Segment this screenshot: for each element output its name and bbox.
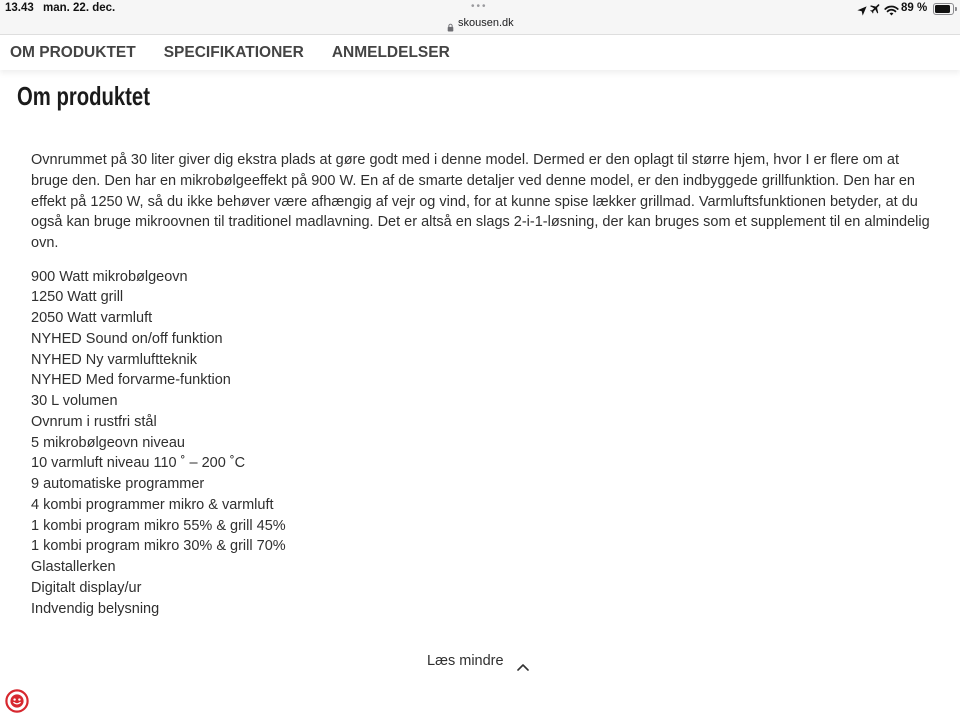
battery-fill [935,5,950,13]
description-line: Ovnrummet på 30 liter giver dig ekstra plads at gøre godt med i denne model. Dermed er den oplagt til større hjem, hvor I er flere om at [31,152,899,168]
multitasking-dots[interactable]: ••• [471,1,488,12]
description-line: effekt på 1250 W, så du ikke behøver være afhængig af vejr og vind, for at kunne spise lækker grillmad. Varmluftsfunktionen betyder, at du [31,193,918,210]
product-description [31,150,930,254]
status-bar [0,0,960,35]
status-time: 13.43 [5,2,34,14]
feature-item: 900 Watt mikrobølgeovn [31,268,188,285]
feature-item: Glastallerken [31,559,116,575]
description-line: også kan bruge mikroovnen til traditionel madlavning. Det er altså en slags 2-i-1-løsning, der kan bruges som et supplement til en almindelig [31,214,930,231]
wifi-icon [884,3,899,14]
description-line: bruge den. Den har en mikrobølgeeffekt på 900 W. En af de smarte detaljer ved denne model, er den indbyggede grillfunktion. Den har en [31,172,915,189]
status-date: man. 22. dec. [43,2,116,14]
read-less-label: Læs mindre [427,653,504,669]
url-text: skousen.dk [458,17,514,29]
battery-nub [955,7,957,11]
tab-specifikationer[interactable]: SPECIFIKATIONER [163,43,304,61]
feature-item: Ovnrum i rustfri stål [31,413,157,430]
product-tabs [0,35,960,70]
feature-item: NYHED Ny varmluftteknik [31,351,197,368]
chevron-up-icon [517,657,529,665]
feature-item: 5 mikrobølgeovn niveau [31,434,185,451]
battery-icon [933,3,957,14]
description-line: ovn. [31,235,59,251]
feature-item: 1 kombi program mikro 55% & grill 45% [31,517,286,534]
read-less-button[interactable] [427,651,529,671]
feature-item: Indvendig belysning [31,600,160,617]
feature-item: 4 kombi programmer mikro & varmluft [31,496,274,513]
lock-icon [447,19,454,28]
feature-item: 30 L volumen [31,393,118,409]
feature-item: 9 automatiske programmer [31,476,205,492]
tab-om-produktet[interactable]: OM PRODUKTET [10,43,136,61]
feature-item: Digitalt display/ur [31,579,142,596]
battery-percent: 89 % [901,2,928,14]
feature-item: 2050 Watt varmluft [31,310,153,326]
feature-item: NYHED Sound on/off funktion [31,330,223,347]
feature-item: 1250 Watt grill [31,289,124,306]
tab-anmeldelser[interactable]: ANMELDELSER [331,43,450,61]
section-title: Om produktet [17,81,150,111]
cookie-consent-icon[interactable] [5,689,29,713]
feature-item: 1 kombi program mikro 30% & grill 70% [31,538,286,555]
feature-item: NYHED Med forvarme-funktion [31,372,231,389]
location-arrow-icon [857,3,867,13]
feature-item: 10 varmluft niveau 110 ˚ – 200 ˚C [31,455,246,472]
address-bar[interactable] [447,16,514,30]
feature-list [31,267,286,620]
airplane-icon [869,2,882,15]
battery-outline [933,3,954,15]
